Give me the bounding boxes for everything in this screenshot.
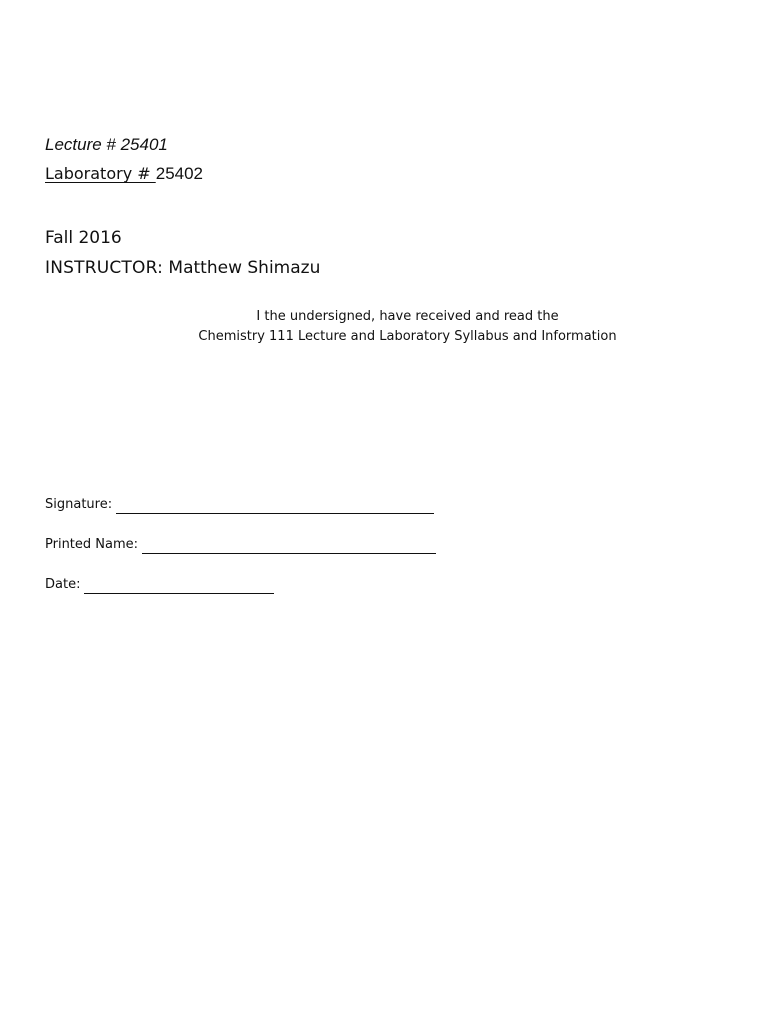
date-label: Date: xyxy=(45,577,81,592)
lecture-number: Lecture # 25401 xyxy=(45,135,168,154)
instructor-label: INSTRUCTOR: xyxy=(45,258,164,278)
laboratory-label: Laboratory # xyxy=(45,164,156,183)
acknowledgement-line-2: Chemistry 111 Lecture and Laboratory Syllabus and Information xyxy=(198,329,617,344)
printed-name-label: Printed Name: xyxy=(45,537,139,552)
instructor-line xyxy=(45,257,320,279)
laboratory-value: 25402 xyxy=(155,164,204,183)
date-field[interactable] xyxy=(45,576,274,594)
printed-name-field[interactable] xyxy=(45,536,436,554)
instructor-name: Matthew Shimazu xyxy=(168,258,321,278)
signature-label: Signature: xyxy=(45,497,113,512)
date-line[interactable] xyxy=(84,579,274,594)
signature-line[interactable] xyxy=(116,499,434,514)
term: Fall 2016 xyxy=(45,228,122,248)
signature-field[interactable] xyxy=(45,496,434,514)
laboratory-number xyxy=(45,163,203,185)
printed-name-line[interactable] xyxy=(142,539,436,554)
acknowledgement-line-1: I the undersigned, have received and read the xyxy=(256,309,559,324)
